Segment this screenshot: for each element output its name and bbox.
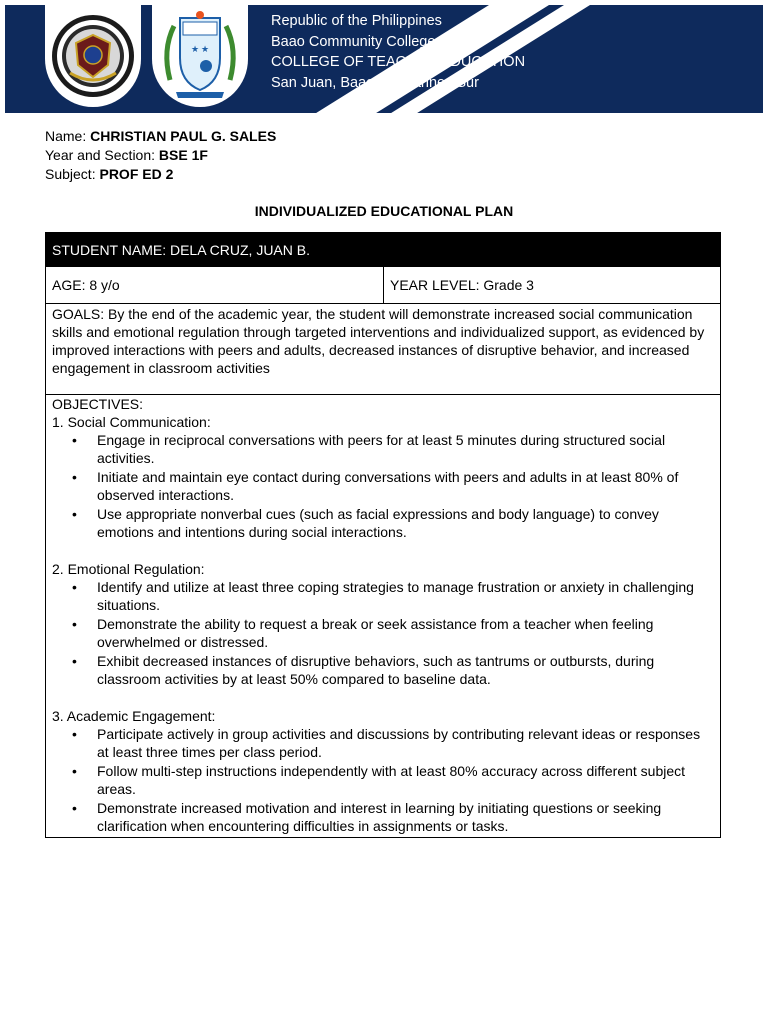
iep-table xyxy=(45,232,721,838)
objective-item: • Participate actively in group activities and discussions by contributing relevant ideas or responses at least three times per class period. xyxy=(52,725,714,761)
name-line xyxy=(45,127,276,146)
name-value: CHRISTIAN PAUL G. SALES xyxy=(90,128,277,144)
objectives-cell xyxy=(46,395,720,837)
year-level-cell: YEAR LEVEL: Grade 3 xyxy=(390,277,534,293)
objective-list xyxy=(52,431,714,541)
svg-text:★: ★ xyxy=(201,45,210,55)
college-seal-logo xyxy=(45,5,141,107)
section-value: BSE 1F xyxy=(158,147,208,163)
objective-section-emotional xyxy=(52,560,714,688)
document-title: INDIVIDUALIZED EDUCATIONAL PLAN xyxy=(254,203,514,219)
header-line-college: Baao Community College xyxy=(271,33,436,50)
objective-item: • Demonstrate increased motivation and interest in learning by initiating questions or seeking clarification when encountering difficulties in assignments or tasks. xyxy=(52,799,714,835)
objective-item: • Exhibit decreased instances of disruptive behaviors, such as tantrums or outbursts, during classroom activities by at least 50% compared to baseline data. xyxy=(52,652,714,688)
age-year-row xyxy=(46,267,720,304)
name-label: Name: xyxy=(45,128,91,144)
subject-line xyxy=(45,165,276,184)
education-emblem-icon xyxy=(156,10,244,102)
subject-label: Subject: xyxy=(45,166,100,182)
objective-item: • Initiate and maintain eye contact during conversations with peers and adults in at least 80% of observed interactions. xyxy=(52,468,714,504)
objective-item: • Demonstrate the ability to request a break or seek assistance from a teacher when feeling overwhelmed or distressed. xyxy=(52,615,714,651)
objective-item: • Identify and utilize at least three coping strategies to manage frustration or anxiety in challenging situations. xyxy=(52,578,714,614)
section-line xyxy=(45,146,276,165)
letterhead-banner xyxy=(5,5,763,113)
age-cell: AGE: 8 y/o xyxy=(46,267,384,303)
institution-header-text xyxy=(271,11,525,93)
goals-cell: GOALS: By the end of the academic year, the student will demonstrate increased social communication skills and emotional regulation through targeted interventions and individualized support, as evidenced by improved interactions with peers and adults, decreased instances of disruptive behavior, and increased engagement in classroom activities xyxy=(46,304,720,395)
objective-item: • Use appropriate nonverbal cues (such as facial expressions and body language) to convey emotions and intentions during social interactions. xyxy=(52,505,714,541)
student-name-row: STUDENT NAME: DELA CRUZ, JUAN B. xyxy=(46,233,720,267)
objective-item: • Follow multi-step instructions independently with at least 80% accuracy across different subject areas. xyxy=(52,762,714,798)
section-spacer xyxy=(52,541,714,560)
objective-heading: 2. Emotional Regulation: xyxy=(52,561,205,577)
objective-heading: 1. Social Communication: xyxy=(52,414,211,430)
header-line-republic: Republic of the Philippines xyxy=(271,13,442,29)
subject-value: PROF ED 2 xyxy=(99,166,174,182)
svg-text:★: ★ xyxy=(191,45,200,55)
college-of-education-logo xyxy=(152,5,248,107)
college-seal-icon xyxy=(50,13,136,99)
section-label: Year and Section: xyxy=(45,147,159,163)
objective-item: • Engage in reciprocal conversations with peers for at least 5 minutes during structured social activities. xyxy=(52,431,714,467)
objective-heading: 3. Academic Engagement: xyxy=(52,708,216,724)
header-line-department: COLLEGE OF TEACHER EDUCATION xyxy=(271,54,526,70)
section-spacer xyxy=(52,688,714,707)
objective-section-social xyxy=(52,413,714,541)
header-line-address: San Juan, Baao, Camarines Sur xyxy=(271,74,479,91)
objective-section-academic xyxy=(52,707,714,835)
objective-list xyxy=(52,578,714,688)
objective-list xyxy=(52,725,714,835)
objectives-label: OBJECTIVES: xyxy=(52,396,144,412)
student-info-block xyxy=(45,127,276,184)
